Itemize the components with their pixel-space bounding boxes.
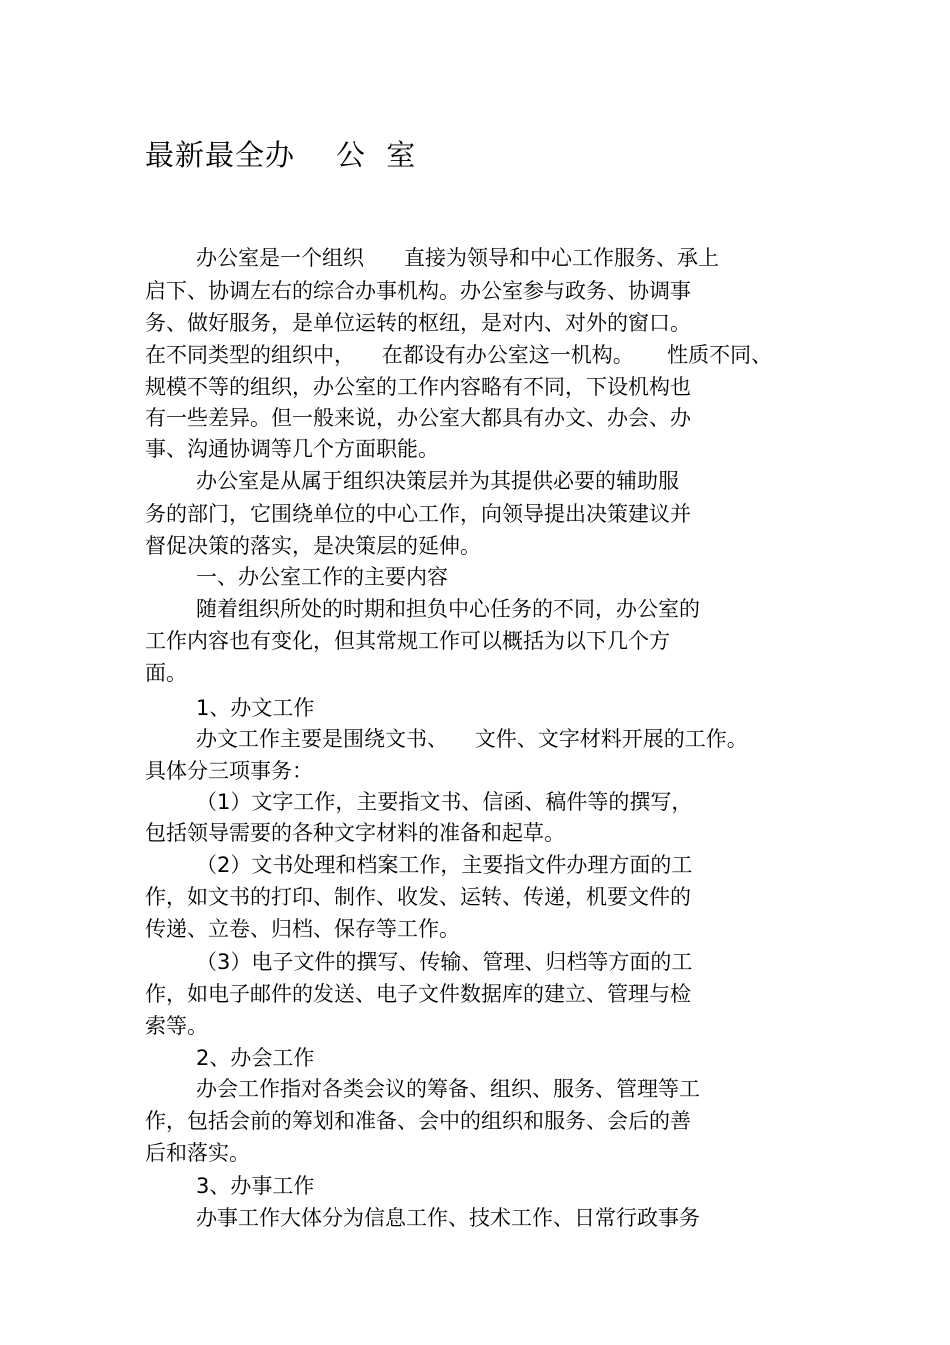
body-line: 具体分三项事务： (145, 759, 313, 783)
subsection-heading: 1、办文工作 (196, 696, 315, 720)
body-line: 办公室是从属于组织决策层并为其提供必要的辅助服 (196, 469, 679, 493)
body-line: 在不同类型的组织中， 在都设有办公室这一机构。 性质不同、 (145, 343, 773, 367)
document-title: 最新最全办 公 室 (145, 138, 417, 172)
body-line: 索等。 (145, 1014, 208, 1038)
body-line: （1）文字工作，主要指文书、信函、稿件等的撰写， (196, 790, 693, 814)
body-line: 传递、立卷、归档、保存等工作。 (145, 917, 460, 941)
body-line: 事、沟通协调等几个方面职能。 (145, 437, 439, 461)
body-line: （3）电子文件的撰写、传输、管理、归档等方面的工 (196, 950, 693, 974)
body-line: 作，包括会前的筹划和准备、会中的组织和服务、会后的善 (145, 1109, 691, 1133)
body-line: 有一些差异。但一般来说，办公室大都具有办文、办会、办 (145, 406, 691, 430)
body-line: 规模不等的组织，办公室的工作内容略有不同，下设机构也 (145, 375, 691, 399)
body-line: 工作内容也有变化，但其常规工作可以概括为以下几个方 (145, 629, 670, 653)
body-line: 包括领导需要的各种文字材料的准备和起草。 (145, 821, 565, 845)
body-line: 督促决策的落实，是决策层的延伸。 (145, 534, 481, 558)
body-line: 办文工作主要是围绕文书、 文件、文字材料开展的工作。 (196, 727, 748, 751)
subsection-heading: 3、办事工作 (196, 1174, 315, 1198)
body-line: 启下、协调左右的综合办事机构。办公室参与政务、协调事 (145, 279, 691, 303)
body-line: 办事工作大体分为信息工作、技术工作、日常行政事务 (196, 1206, 700, 1230)
body-line: 后和落实。 (145, 1141, 250, 1165)
body-line: 办公室是一个组织 直接为领导和中心工作服务、承上 (196, 246, 720, 270)
subsection-heading: 2、办会工作 (196, 1046, 315, 1070)
body-line: 办会工作指对各类会议的筹备、组织、服务、管理等工 (196, 1077, 700, 1101)
body-line: 务、做好服务，是单位运转的枢纽，是对内、对外的窗口。 (145, 311, 691, 335)
section-heading: 一、办公室工作的主要内容 (196, 565, 448, 589)
body-line: 面。 (145, 661, 187, 685)
body-line: 务的部门，它围绕单位的中心工作，向领导提出决策建议并 (145, 502, 691, 526)
body-line: 作，如电子邮件的发送、电子文件数据库的建立、管理与检 (145, 982, 691, 1006)
body-line: （2）文书处理和档案工作，主要指文件办理方面的工 (196, 853, 693, 877)
body-line: 随着组织所处的时期和担负中心任务的不同，办公室的 (196, 597, 700, 621)
body-line: 作，如文书的打印、制作、收发、运转、传递，机要文件的 (145, 885, 691, 909)
